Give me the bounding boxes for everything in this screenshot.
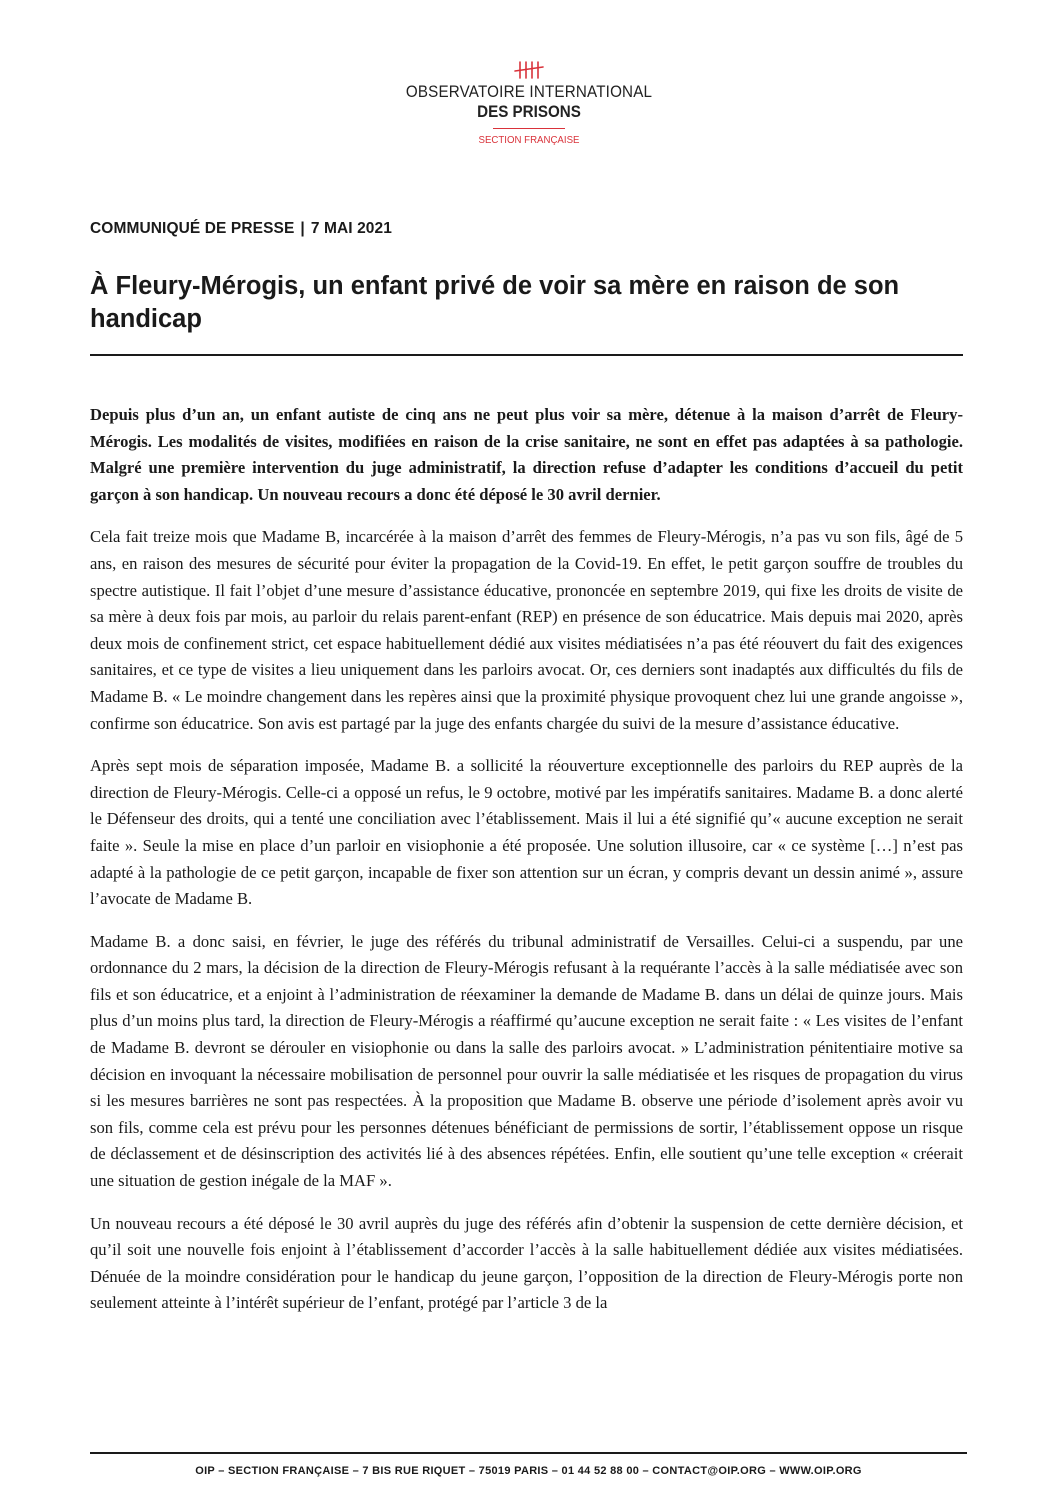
footer-contact: OIP – SECTION FRANÇAISE – 7 BIS RUE RIQUET – 75019 PARIS – 01 44 52 88 00 – CONTACT@OIP.ORG – WWW.OIP.ORG xyxy=(195,1465,862,1477)
logo-text-observatoire: OBSERVATOIRE INTERNATIONAL xyxy=(405,83,653,101)
oip-logo xyxy=(0,60,1058,147)
footer-divider xyxy=(90,1452,967,1454)
body-paragraph: Cela fait treize mois que Madame B, incarcérée à la maison d’arrêt des femmes de Fleury-Mérogis, n’a pas vu son fils, âgé de 5 ans, en raison des mesures de sécurité pour éviter la propagation de la Covid-19. En effet, le petit garçon souffre de troubles du spectre autistique. Il fait l’objet d’une mesure d’assistance éducative, prononcée en septembre 2019, qui fixe les droits de visite de sa mère à deux fois par mois, au parloir du relais parent-enfant (REP) en présence de son éducatrice. Mais depuis mai 2020, après deux mois de confinement strict, cet espace habituellement dédié aux visites médiatisées n’a pas été réouvert du fait des exigences sanitaires, et ce type de visites a lieu uniquement dans les parloirs avocat. Or, ces derniers sont inadaptés aux difficultés du fils de Madame B. « Le moindre changement dans les repères ainsi que la proximité physique provoquent chez lui une grande angoisse », confirme son éducatrice. Son avis est partagé par la juge des enfants chargée du suivi de la mesure d’assistance éducative. xyxy=(90,527,963,733)
page-title: À Fleury-Mérogis, un enfant privé de voir sa mère en raison de son handicap xyxy=(90,272,900,333)
press-release-kicker xyxy=(90,220,392,238)
title-divider xyxy=(90,354,963,356)
body-paragraph: Madame B. a donc saisi, en février, le juge des référés du tribunal administratif de Versailles. Celui-ci a suspendu, par une ordonnance du 2 mars, la décision de la direction de Fleury-Mérogis refusant à la requérante l’accès à la salle médiatisée avec son fils et son éducatrice, et a enjoint à l’administration de réexaminer la demande de Madame B. dans un délai de quinze jours. Mais plus d’un moins plus tard, la direction de Fleury-Mérogis a réaffirmé qu’aucune exception ne serait faite : « Les visites de l’enfant de Madame B. devront se dérouler en visiophonie ou dans la salle des parloirs avocat. » L’administration pénitentiaire motive sa décision en invoquant la nécessaire mobilisation de personnel pour ouvrir la salle médiatisée et les risques de propagation du virus si les mesures barrières ne sont pas respectées. À la proposition que Madame B. observe une période d’isolement après avoir vu son fils, comme cela est prévu pour les personnes détenues bénéficiant de permissions de sortir, l’établissement oppose un risque de déclassement et de désinscription des activités lié à des absences répétées. Enfin, elle soutient qu’une telle exception « créerait une situation de gestion inégale de la MAF ». xyxy=(90,931,963,1191)
logo-text-section: SECTION FRANÇAISE xyxy=(478,134,580,146)
logo-text-des-prisons: DES PRISONS xyxy=(477,103,581,121)
kicker-separator: | xyxy=(300,220,305,237)
body-paragraph: Après sept mois de séparation imposée, Madame B. a sollicité la réouverture exceptionnelle des parloirs du REP auprès de la direction de Fleury-Mérogis. Celle-ci a opposé un refus, le 9 octobre, motivé par les impératifs sanitaires. Madame B. a donc alerté le Défenseur des droits, qui a tenté une conciliation avec l’établissement. Mais il lui a été signifié qu’« aucune exception ne serait faite ». Seule la mise en place d’un parloir en visiophonie a été proposée. Une solution illusoire, car « ce système […] n’est pas adapté à la pathologie de ce petit garçon, incapable de fixer son attention sur un écran, y compris devant un dessin animé », assure l’avocate de Madame B. xyxy=(90,756,963,909)
lead-paragraph: Depuis plus d’un an, un enfant autiste de cinq ans ne peut plus voir sa mère, détenue à la maison d’arrêt de Fleury-Mérogis. Les modalités de visites, modifiées en raison de la crise sanitaire, ne sont en effet pas adaptées à sa pathologie. Malgré une première intervention du juge administratif, la direction refuse d’adapter les conditions d’accueil du petit garçon à son handicap. Un nouveau recours a donc été déposé le 30 avril dernier. xyxy=(90,405,963,504)
article-body xyxy=(90,402,963,1333)
kicker-date: 7 MAI 2021 xyxy=(310,220,392,237)
logo-divider xyxy=(493,128,565,129)
body-paragraph: Un nouveau recours a été déposé le 30 avril auprès du juge des référés afin d’obtenir la suspension de cette dernière décision, et qu’il soit une nouvelle fois enjoint à l’établissement d’accorder l’accès à la salle habituellement dédiée aux visites médiatisées. Dénuée de la moindre considération pour le handicap du jeune garçon, l’opposition de la direction de Fleury-Mérogis porte non seulement atteinte à l’intérêt supérieur de l’enfant, protégé par l’article 3 de la xyxy=(90,1213,963,1313)
kicker-label: COMMUNIQUÉ DE PRESSE xyxy=(90,220,295,237)
prison-bars-icon xyxy=(512,60,546,80)
